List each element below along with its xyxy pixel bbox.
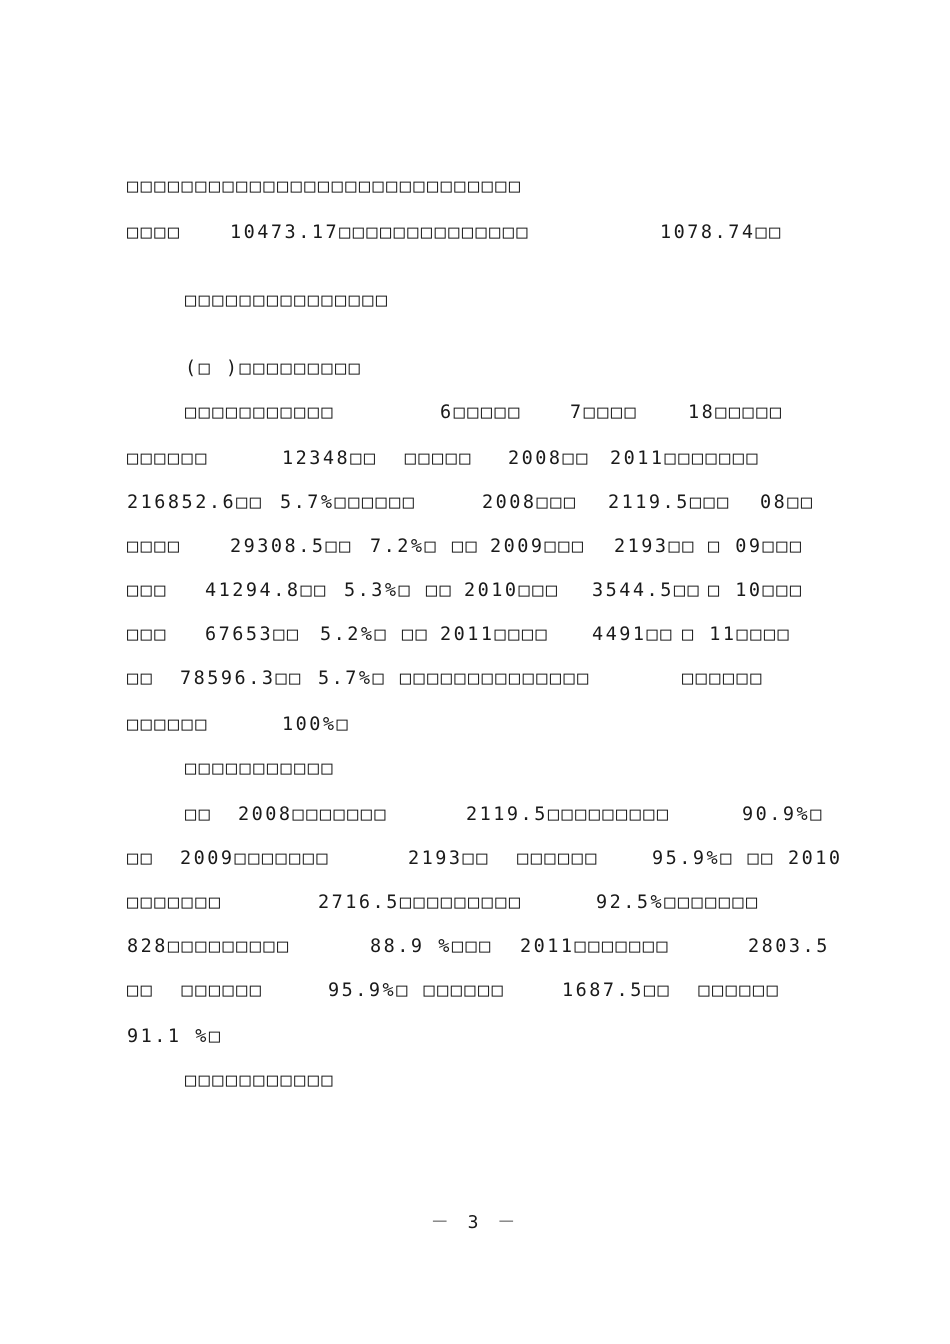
text-segment: 95.9%□ □□□□□□ <box>328 980 506 1001</box>
text-segment: 10473.17□□□□□□□□□□□□□□ <box>230 222 531 243</box>
text-segment: 2008□□ <box>508 448 590 469</box>
text-segment: □□ <box>127 668 155 689</box>
text-segment: □□ <box>127 848 155 869</box>
text-segment: 2011□□□□□□□ <box>520 936 671 957</box>
text-segment: 67653□□ <box>205 624 301 645</box>
text-segment: 5.2%□ □□ <box>320 624 430 645</box>
text-segment: 2119.5□□□□□□□□□ <box>466 804 671 825</box>
page-number: － 3 － <box>430 1212 520 1233</box>
text-segment: 3544.5□□ <box>592 580 702 601</box>
text-segment: 29308.5□□ <box>230 536 353 557</box>
text-segment: 41294.8□□ <box>205 580 328 601</box>
text-segment: □□□□□□□□□□□ <box>185 402 336 423</box>
text-segment: 1078.74□□ <box>660 222 783 243</box>
text-segment: 12348□□ □□□□□ <box>282 448 473 469</box>
text-segment: □□□□□□ <box>682 668 764 689</box>
text-segment: 88.9 %□□□ <box>370 936 493 957</box>
text-segment: 08□□ <box>760 492 815 513</box>
text-segment: 2008□□□ <box>482 492 578 513</box>
text-segment: 2008□□□□□□□ <box>238 804 389 825</box>
text-segment: 2193□□ <box>614 536 696 557</box>
text-segment: □□□□□□□□□□□□□□□□□□□□□□□□□□□□□ <box>127 176 523 197</box>
text-segment: 6□□□□□ <box>440 402 522 423</box>
text-segment: 2716.5□□□□□□□□□ <box>318 892 523 913</box>
text-segment: □ 11□□□□ <box>682 624 792 645</box>
text-segment: □□□□ <box>127 536 182 557</box>
text-segment: □□ □□□□□□ <box>127 980 264 1001</box>
text-segment: □ 10□□□ <box>708 580 804 601</box>
text-segment: 90.9%□ <box>742 804 824 825</box>
text-segment: 95.9%□ □□ <box>652 848 775 869</box>
text-segment: 2010 <box>788 848 843 869</box>
text-segment: 5.3%□ □□ <box>344 580 454 601</box>
text-segment: 2009□□□ <box>490 536 586 557</box>
text-segment: 2009□□□□□□□ <box>180 848 331 869</box>
text-segment: (□ )□□□□□□□□□ <box>185 358 363 379</box>
text-segment: □□□□□□□□□□□ <box>185 1070 336 1091</box>
text-segment: 216852.6□□ <box>127 492 264 513</box>
text-segment: □□□ <box>127 624 168 645</box>
text-segment: 2011□□□□ <box>440 624 550 645</box>
text-segment: 5.7%□□□□□□ <box>280 492 417 513</box>
text-segment: 2193□□ □□□□□□ <box>408 848 599 869</box>
text-segment: 2119.5□□□ <box>608 492 731 513</box>
text-segment: □□□ <box>127 580 168 601</box>
text-segment: 4491□□ <box>592 624 674 645</box>
text-segment: □ 09□□□ <box>708 536 804 557</box>
text-segment: 100%□ <box>282 714 351 735</box>
text-segment: 2011□□□□□□□ <box>610 448 761 469</box>
text-segment: □□ <box>185 804 213 825</box>
text-segment: 5.7%□ □□□□□□□□□□□□□□ <box>318 668 591 689</box>
text-segment: 7□□□□ <box>570 402 639 423</box>
text-segment: □□□□□□□ <box>127 892 223 913</box>
text-segment: 828□□□□□□□□□ <box>127 936 291 957</box>
text-segment: 92.5%□□□□□□□ <box>596 892 760 913</box>
text-segment: □□□□□□□□□□□ <box>185 758 336 779</box>
text-segment: □□□□□□ <box>127 714 209 735</box>
text-segment: □□□□□□ <box>127 448 209 469</box>
text-segment: 78596.3□□ <box>180 668 303 689</box>
text-segment: 2803.5 <box>748 936 830 957</box>
text-segment: 91.1 %□ <box>127 1026 223 1047</box>
text-segment: 18□□□□□ <box>688 402 784 423</box>
text-segment: □□□□□□□□□□□□□□□ <box>185 290 390 311</box>
text-segment: □□□□ <box>127 222 182 243</box>
text-segment: 1687.5□□ □□□□□□ <box>562 980 781 1001</box>
text-segment: 7.2%□ □□ <box>370 536 480 557</box>
text-segment: 2010□□□ <box>464 580 560 601</box>
